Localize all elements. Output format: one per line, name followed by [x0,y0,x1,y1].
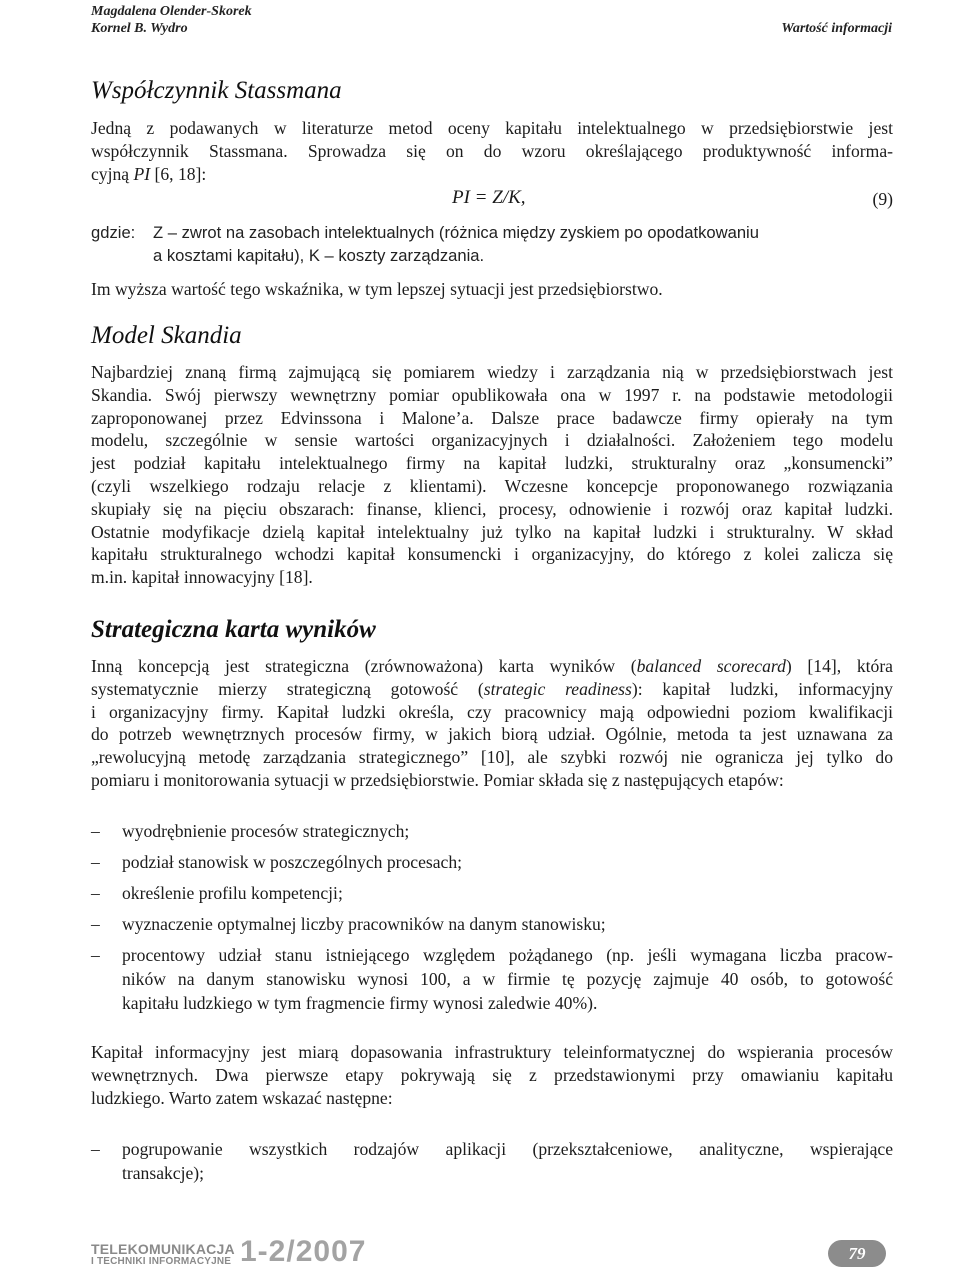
list-item-text: wyodrębnienie procesów strategicznych; [122,821,410,841]
list-item-text [122,1137,893,1185]
term-italic: strategic readiness [483,678,632,699]
list-item-text [122,943,893,1015]
issue-number: 1-2/2007 [240,1235,367,1268]
text-fragment: systematycznie mierzy strategiczną gotowość ( [91,678,484,699]
section-title-stassman: Współczynnik Stassmana [91,77,342,104]
section2-paragraph [91,361,893,589]
list-item [91,850,893,874]
text-line: skupiały się na pięciu obszarach: finanse, klienci, procesy, odnowienie i rozwój oraz kapitał ludzki. [91,498,893,519]
text-line: m.in. kapitał innowacyjny [18]. [91,567,313,588]
author-name: Magdalena Olender-Skorek [91,4,252,19]
dash-bullet: – [91,852,100,872]
list-item-text: określenie profilu kompetencji; [122,883,343,903]
section3-paragraph-2 [91,1041,893,1110]
list-item [91,943,893,1015]
journal-name-line1: TELEKOMUNIKACJA [91,1241,235,1257]
text-line: procentowy udział stanu istniejącego względem pożądanego (np. jeśli wymagana liczba pracow- [122,945,893,965]
pi-symbol: PI [133,163,151,184]
section-title-balanced-scorecard: Strategiczna karta wyników [91,616,376,643]
list-item [91,1137,893,1185]
list-item-text: podział stanowisk w poszczególnych procesach; [122,852,463,872]
where-line: Z – zwrot na zasobach intelektualnych (różnica między zyskiem po opodatkowaniu [153,223,759,242]
text-line: pogrupowanie wszystkich rodzajów aplikacji (przekształceniowe, analityczne, wspierające [122,1139,893,1159]
text-line: „rewolucyjną metodę zarządzania strategicznego” [10], ale szybki rozwój nie ogranicza jej tylko do [91,747,893,768]
text-line: jest podział kapitału intelektualnego firmy na kapitał ludzki, strukturalny oraz „konsumencki” [91,453,893,474]
text-line: kapitału ludzkiego w tym fragmencie firmy wynosi zaledwie 40%). [122,993,598,1013]
text-line: modelu, szczególnie w sensie wartości organizacyjnych i działalności. Założeniem tego modelu [91,430,893,451]
section-title-skandia: Model Skandia [91,322,242,349]
formula-number: (9) [872,189,893,209]
author-name: Kornel B. Wydro [91,21,188,36]
page-number-badge [828,1240,886,1267]
text-line: Najbardziej znaną firmą zajmującą się pomiarem wiedzy i zarządzania nią w przedsiębiorstwach jest [91,362,893,382]
text-fragment: ): kapitał ludzki, informacyjny [631,678,893,699]
dash-bullet: – [91,914,100,934]
text-line: ników na danym stanowisku wynosi 100, a w firmie tę pozycję zajmuje 40 osób, to gotowość [122,969,893,989]
text-line: Jedną z podawanych w literaturze metod oceny kapitału intelektualnego w przedsiębiorstwie jest [91,118,893,138]
section1-closing: Im wyższa wartość tego wskaźnika, w tym lepszej sytuacji jest przedsiębiorstwo. [91,279,663,299]
text-line [91,678,893,701]
text-line: współczynnik Stassmana. Sprowadza się on do wzoru określającego produktywność informa- [91,140,893,161]
journal-logo [91,1243,235,1268]
text-line: Kapitał informacyjny jest miarą dopasowania infrastruktury teleinformatycznej do wspierania procesów [91,1042,893,1062]
text-line [91,163,893,186]
text-line: zaproponowanej przez Edvinssona i Malone’a. Dalsze prace badawcze firmy opierały na tym [91,407,893,428]
text-fragment: ) [14], która [785,656,893,676]
term-italic: balanced scorecard [636,656,786,676]
text-line: do potrzeb wewnętrznych procesów firmy, w jakich biorą udział. Ogólnie, metoda ta jest uznawana za [91,724,893,745]
text-fragment: [6, 18]: [150,163,207,184]
text-line: Ostatnie modyfikacje dzielą kapitał intelektualny już tylko na kapitał ludzki i strukturalny. W skład [91,521,893,542]
journal-name-line2: I TECHNIKI INFORMACYJNE [91,1256,232,1267]
where-line: a kosztami kapitału), K – koszty zarządzania. [153,246,485,265]
list-item [91,881,893,905]
text-line: ludzkiego. Warto zatem wskazać następne: [91,1088,393,1108]
list-item [91,912,893,936]
text-fragment: cyjną [91,163,134,184]
dash-bullet: – [91,821,100,841]
section3-paragraph [91,655,893,792]
page-number: 79 [848,1243,866,1263]
formula [452,186,526,210]
running-header-authors [91,3,252,37]
running-header-title: Wartość informacji [781,21,892,36]
text-line [91,655,893,678]
list-item [91,819,893,843]
text-line: (czyli wszelkiego rodzaju relacje z klientami). Wczesne koncepcje proponowanego rozwiązania [91,475,893,496]
text-line: pomiaru i monitorowania sytuacji w przedsiębiorstwie. Pomiar składa się z następujących etapów: [91,769,784,790]
text-fragment: Inną koncepcją jest strategiczna (zrównoważona) karta wyników ( [91,656,637,676]
where-label: gdzie: [91,223,136,242]
text-line: kapitału strukturalnego wchodzi kapitał konsumencki i organizacyjny, do którego z kolei zalicza się [91,544,893,565]
text-line: Skandia. Swój pierwszy wewnętrzny pomiar opublikowała ona w 1997 r. na podstawie metodologii [91,384,893,405]
section1-paragraph [91,117,893,185]
formula-expression: PI = Z/K, [452,187,526,208]
text-line: wewnętrznych. Dwa pierwsze etapy pokrywają się z przedstawionymi przy omawianiu kapitału [91,1065,893,1085]
list-item-text: wyznaczenie optymalnej liczby pracowników na danym stanowisku; [122,914,606,934]
text-line: transakcje); [122,1163,205,1183]
dash-bullet: – [91,945,100,965]
dash-bullet: – [91,1139,100,1159]
text-line: i organizacyjny firmy. Kapitał ludzki określa, czy pracownicy mają odpowiedni poziom kwalifikacji [91,701,893,722]
dash-bullet: – [91,883,100,903]
